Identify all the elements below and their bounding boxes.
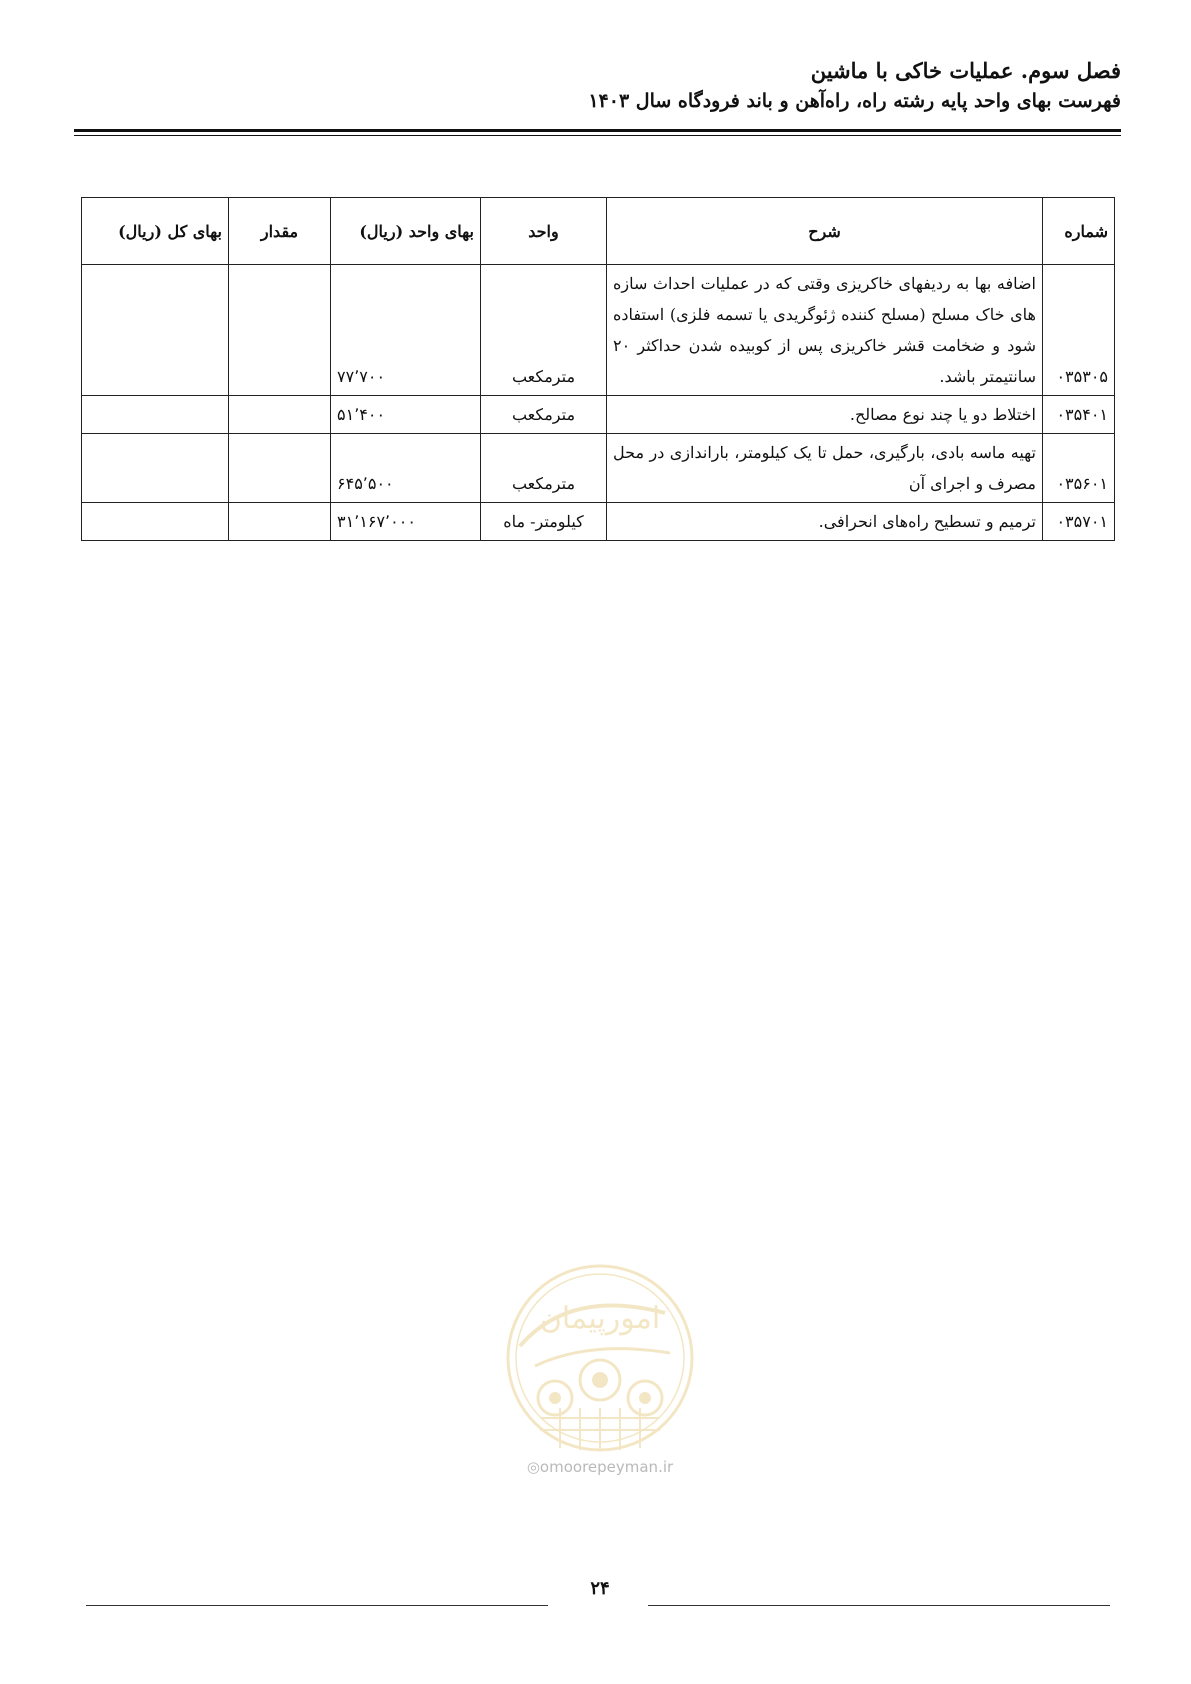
item-description: اضافه بها به ردیفهای خاکریزی وقتی که در عملیات احداث سازه های خاک مسلح (مسلح کننده ژئوگریدی یا تسمه فلزی) استفاده شود و ضخامت قشر خاکریزی پس از کوبیده شدن حداکثر ۲۰ سانتیمتر باشد. [607,265,1043,396]
globe-icon: ◎ [526,1458,540,1476]
item-number: ۰۳۵۷۰۱ [1043,503,1115,541]
table-row [82,503,1115,541]
catalog-title: فهرست بهای واحد پایه رشته راه، راه‌آهن و باند فرودگاه سال ۱۴۰۳ [588,90,1121,112]
item-unit-price: ۳۱٬۱۶۷٬۰۰۰ [331,503,481,541]
item-unit: مترمکعب [481,265,607,396]
watermark-site: ◎omoorepeyman.ir [526,1458,674,1476]
page-header [74,56,1121,116]
table-row [82,396,1115,434]
column-header-description: شرح [607,198,1043,265]
chapter-title: فصل سوم. عملیات خاکی با ماشین [810,58,1121,83]
footer-rule-right [648,1605,1110,1606]
item-number: ۰۳۵۳۰۵ [1043,265,1115,396]
footer-rule-left [86,1605,548,1606]
item-description: اختلاط دو یا چند نوع مصالح. [607,396,1043,434]
price-list-table [81,197,1115,541]
item-total-price [82,265,229,396]
table-row [82,434,1115,503]
item-description: تهیه ماسه بادی، بارگیری، حمل تا یک کیلومتر، باراندازی در محل مصرف و اجرای آن [607,434,1043,503]
column-header-total-price: بهای کل (ریال) [82,198,229,265]
item-quantity [229,265,331,396]
header-rule-thick [74,129,1121,132]
item-total-price [82,396,229,434]
item-unit-price: ۵۱٬۴۰۰ [331,396,481,434]
item-unit-price: ۷۷٬۷۰۰ [331,265,481,396]
item-number: ۰۳۵۴۰۱ [1043,396,1115,434]
item-description: ترمیم و تسطیح راه‌های انحرافی. [607,503,1043,541]
item-unit: مترمکعب [481,396,607,434]
page-number: ۲۴ [590,1578,610,1599]
table-row [82,265,1115,396]
item-unit: کیلومتر- ماه [481,503,607,541]
column-header-quantity: مقدار [229,198,331,265]
item-unit: مترمکعب [481,434,607,503]
column-header-unit: واحد [481,198,607,265]
item-quantity [229,503,331,541]
column-header-unit-price: بهای واحد (ریال) [331,198,481,265]
table-header-row [82,198,1115,265]
column-header-number: شماره [1043,198,1115,265]
item-total-price [82,503,229,541]
item-total-price [82,434,229,503]
item-unit-price: ۶۴۵٬۵۰۰ [331,434,481,503]
watermark-logo-text: امورپیمان [539,1301,661,1336]
item-quantity [229,434,331,503]
item-quantity [229,396,331,434]
watermark-logo-icon [500,1258,700,1458]
header-rule-thin [74,135,1121,136]
item-number: ۰۳۵۶۰۱ [1043,434,1115,503]
